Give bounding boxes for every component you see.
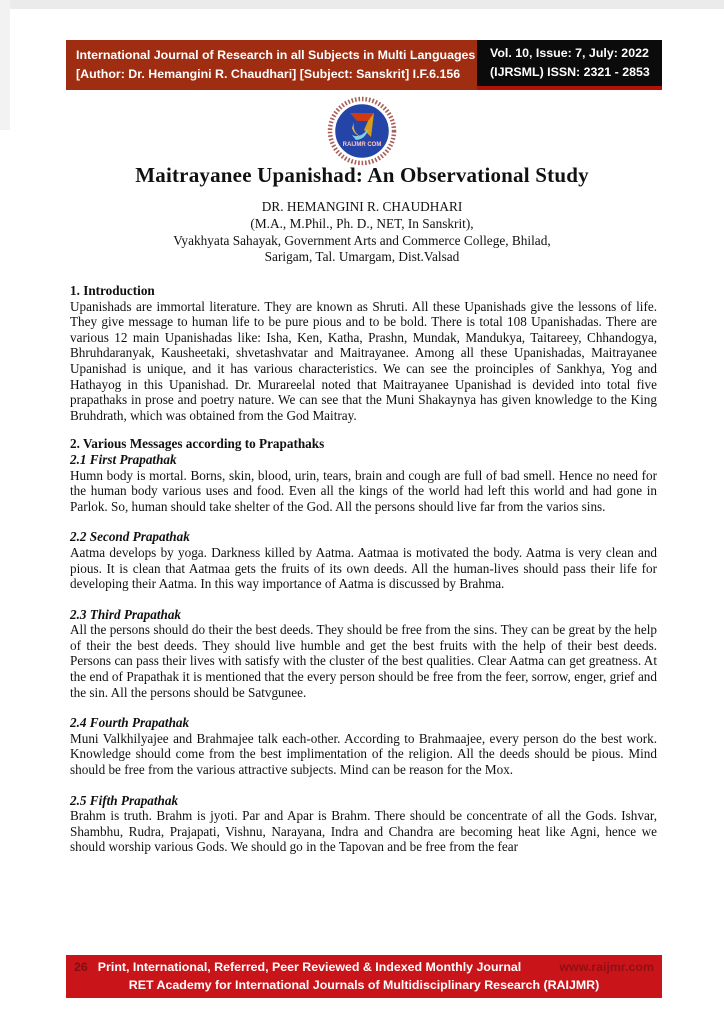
journal-header-left-banner xyxy=(66,40,477,90)
spacer xyxy=(70,700,657,715)
author-subject-line: [Author: Dr. Hemangini R. Chaudhari] [Subject: Sanskrit] I.F.6.156 xyxy=(76,66,461,81)
raijmr-logo-icon xyxy=(326,95,398,167)
journal-header xyxy=(66,40,662,90)
scan-edge-left xyxy=(0,0,10,130)
section-1-heading: 1. Introduction xyxy=(70,283,155,298)
subsection-2-4-heading: 2.4 Fourth Prapathak xyxy=(70,715,190,731)
scan-edge-top xyxy=(0,0,724,9)
footer-journal-type: Print, International, Referred, Peer Reviewed & Indexed Monthly Journal xyxy=(97,960,522,974)
subsection-2-2-heading: 2.2 Second Prapathak xyxy=(70,529,190,545)
subsection-2-5-paragraph: Brahm is truth. Brahm is jyoti. Par and Apar is Brahm. There should be concentrate of all the Gods. Ishvar, Shambhu, Rudra, Prajapati, Vishnu, Narayana, Indra and Chandra are becoming heat like Agni, hence we should worship various Gods. We should go in the Tapovan and be free from the fear xyxy=(70,808,657,855)
spacer xyxy=(70,778,657,793)
subsection-2-2-paragraph: Aatma develops by yoga. Darkness killed by Aatma. Aatmaa is motivated the body. Aatma is very clean and pious. It is clean that Aatmaa gets the fruits of its own deeds. All the human-lives should pass their life for developing their Aatma. In this way importance of Aatma is discussed by Brahma. xyxy=(70,544,657,592)
author-affiliation-line1: Vyakhyata Sahayak, Government Arts and Commerce College, Bhilad, xyxy=(173,232,551,248)
subsection-2-3-heading: 2.3 Third Prapathak xyxy=(70,606,182,622)
spacer xyxy=(70,592,657,607)
page-number: 26 xyxy=(74,960,88,974)
footer-website: www.raijmr.com xyxy=(559,960,654,974)
author-name: DR. HEMANGINI R. CHAUDHARI xyxy=(261,199,463,214)
author-block xyxy=(0,199,724,266)
author-affiliation-line2: Sarigam, Tal. Umargam, Dist.Valsad xyxy=(264,249,460,265)
author-qualifications: (M.A., M.Phil., Ph. D., NET, In Sanskrit), xyxy=(250,215,474,231)
journal-header-right-banner xyxy=(477,40,662,90)
raijmr-logo-svg xyxy=(326,95,398,167)
journal-footer xyxy=(66,955,662,998)
subsection-2-1-paragraph: Humn body is mortal. Borns, skin, blood, urin, tears, brain and cough are full of bad smell. Hence no need for the human body various uses and food. Even all the kings of the world had left this world and had gone in Parlok. So, human should take shelter of the God. All the persons should live far from the varios sins. xyxy=(70,467,657,514)
section-2-heading: 2. Various Messages according to Prapathaks xyxy=(70,436,325,452)
article-body xyxy=(70,283,657,855)
section-1-paragraph: Upanishads are immortal literature. They are known as Shruti. All these Upanishads give the lessons of life. They give message to human life to be pure pious and to be bold. There is total 108 Upanishadas. There are various 12 main Upanishadas like: Isha, Ken, Katha, Prashn, Mundak, Mandukya, Taitareey, Chhandogya, Bhruhdaranyak, Kausheetaki, shvetashvatar and Maitrayanee. Among all these Upanishadas, Maitrayanee Upanishad is unique, and it has various characteristics. We can see the proinciples of Sankhya, Yog and Hathayog in this Upanishad. Dr. Murareelal noted that Maitrayanee Upanishad is devided into total five prapathaks in prose and poetry nature. We can see that the Muni Shakaynya has given knowledge to the King Bruhdrath, which was obtained from the God Maitray. xyxy=(70,298,657,423)
page-title: Maitrayanee Upanishad: An Observational Study xyxy=(135,163,589,187)
footer-line1 xyxy=(74,958,654,976)
volume-issue-line: Vol. 10, Issue: 7, July: 2022 xyxy=(490,46,649,60)
logo-center-text: RAIJMR COM xyxy=(342,142,382,148)
subsection-2-4-paragraph: Muni Valkhilyajee and Brahmajee talk each-other. According to Brahmaajee, every person do the best work. Knowledge should come from the best implimentation of the religion. All the deeds should be pious. Mind should be free from the various attractive subjects. Mind can be reason for the Mox. xyxy=(70,730,657,778)
journal-name: International Journal of Research in all Subjects in Multi Languages xyxy=(76,48,476,62)
spacer xyxy=(70,514,657,529)
spacer xyxy=(70,423,657,436)
subsection-2-1-heading: 2.1 First Prapathak xyxy=(70,451,177,467)
issn-line: (IJRSML) ISSN: 2321 - 2853 xyxy=(490,64,650,79)
footer-academy-line: RET Academy for International Journals of Multidisciplinary Research (RAIJMR) xyxy=(128,978,600,992)
subsection-2-5-heading: 2.5 Fifth Prapathak xyxy=(70,792,179,808)
subsection-2-3-paragraph: All the persons should do their the best deeds. They should be free from the sins. They can be great by the help of their the best deeds. They should live humble and get the best fruits with the help of their best deeds. Persons can pass their lives with satisfy with the cluster of the best qualities. Clear Aatma can get greatness. At the end of Prapathak it is mentioned that the every person should be free from the feer, sorrow, enger, grief and the sin. All the persons should be Satvgunee. xyxy=(70,622,657,700)
